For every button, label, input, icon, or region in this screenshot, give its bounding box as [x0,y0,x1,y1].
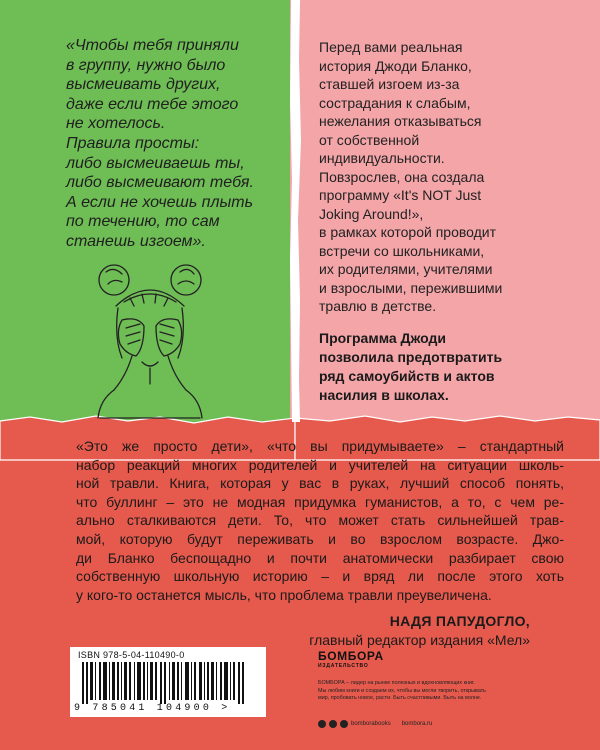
publisher-info-line: мир, пробовать новое, расти. Быть счастливыми. Быть на волне. [318,695,482,702]
publisher-social [318,720,432,728]
quote-line: высмеивать других, [66,76,221,94]
quote-block [66,36,296,252]
review-line: собственную школьную историю – и вряд ли после этого хоть [76,568,564,585]
intro-line: Перед вами реальная [319,39,463,55]
isbn-label: ISBN 978-5-04-110490-0 [78,650,185,660]
social-circle-icon [318,720,326,728]
review-line: у кого-то останется мысль, что проблема травли преувеличена. [76,586,492,603]
publisher-info-line: Мы любим книги и создаем их, чтобы вы могли творить, открывать [318,687,486,694]
review-author [309,612,530,650]
intro-line: Joking Around!», [319,205,424,222]
intro-line: Повзрослев, она создала [319,168,485,185]
intro-line: индивидуальности. [319,150,445,166]
quote-line: Правила просты: [66,134,200,152]
social-circle-icon [329,720,337,728]
review-line: ди Бланко беспощадно и почти анатомически разбирает свою [76,549,564,566]
quote-line: либо высмеивают тебя. [66,174,254,192]
review-line: мой, которую будут переживать и во взрослом возрасте. Джо- [76,530,564,547]
social-circle-icon [340,720,348,728]
intro-line: сострадания к слабым, [319,94,471,111]
social-handle: bomborabooks [351,721,391,727]
intro-line: ставшей изгоем из-за [319,76,460,92]
highlight-line: позволила предотвратить [319,349,503,365]
highlight-line: ряд самоубийств и актов [319,368,495,384]
quote-line: станешь изгоем». [66,232,206,250]
author-title: главный редактор издания «Мел» [309,632,530,648]
publisher-info-line: БОМБОРА – лидер на рынке полезных и вдохновляющих книг. [318,680,475,686]
quote-line: не хотелось. [66,115,166,133]
intro-line: нежелания отказываться [319,113,482,129]
isbn-barcode-box [70,647,266,717]
intro-line: от собственной [319,131,420,148]
intro-line: в рамках которой проводит [319,224,497,240]
quote-line: в группу, нужно было [66,56,226,74]
review-line: набор реакций многих родителей и учителей на ситуации школь- [76,456,564,473]
intro-line: история Джоди Бланко, [319,57,472,74]
highlight-text [319,329,589,405]
intro-text [319,38,589,316]
intro-line: их родителями, учителями [319,261,493,277]
publisher-logo [318,650,384,670]
review-line: «Это же просто дети», «что вы придумываете» – стандартный [76,438,564,454]
isbn-digits: 9 785041 104900 > [74,703,231,714]
review-text [76,437,564,604]
barcode-graphic [82,662,254,704]
highlight-line: Программа Джоди [319,330,446,346]
intro-line: травлю в детстве. [319,298,437,314]
quote-line: по течению, то сам [66,213,220,231]
quote-line: либо высмеиваешь ты, [66,154,245,172]
publisher-website: bombora.ru [401,721,433,727]
author-name: НАДЯ ПАПУДОГЛО, [389,613,530,629]
quote-line: «Чтобы тебя приняли [66,37,239,54]
review-line: ально сталкиваются дети. То, что может стать сильнейшей трав- [76,512,564,529]
crying-girl-illustration [70,258,230,422]
intro-line: и взрослыми, пережившими [319,279,503,296]
review-line: что буллинг – это не модная придумка гуманистов, а то, с чем ре- [76,493,564,510]
intro-line: программу «It's NOT Just [319,187,482,203]
publisher-subtitle: ИЗДАТЕЛЬСТВО [318,663,369,669]
highlight-line: насилия в школах. [319,387,449,403]
quote-line: даже если тебе этого [66,95,239,113]
quote-line: А если не хочешь плыть [66,193,254,211]
intro-line: встречи со школьниками, [319,242,485,259]
publisher-info [318,680,563,703]
publisher-name: БОМБОРА [318,649,384,663]
review-line: ной травли. Книга, которая у вас в руках, лучший способ понять, [76,475,564,492]
